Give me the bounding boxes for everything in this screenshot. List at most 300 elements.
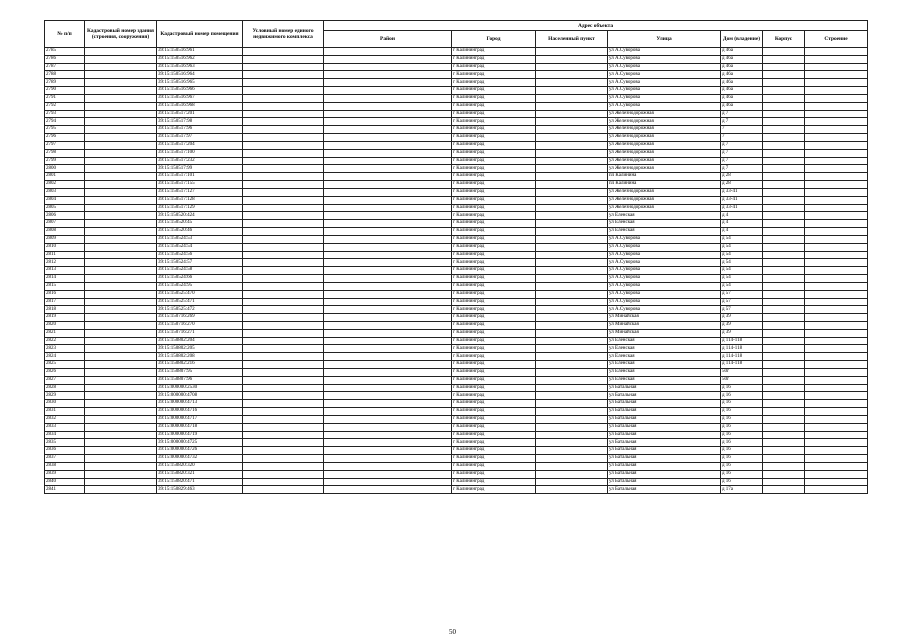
- cell-building: [805, 282, 868, 290]
- cell-district: [324, 55, 452, 63]
- cell-district: [324, 462, 452, 470]
- cell-district: [324, 251, 452, 259]
- cell-room-cadastral: 39:15:150716:271: [157, 329, 243, 337]
- table-row: [45, 439, 868, 447]
- cell-district: [324, 63, 452, 71]
- cell-city: г Калининград: [452, 439, 536, 447]
- cell-house: д 17а: [721, 486, 763, 494]
- cell-korpus: [763, 157, 805, 165]
- cell-house: д 33-41: [721, 204, 763, 212]
- cell-num: 2803: [45, 188, 85, 196]
- cell-settlement: [536, 290, 608, 298]
- cell-korpus: [763, 321, 805, 329]
- cell-city: г Калининград: [452, 48, 536, 56]
- cell-settlement: [536, 149, 608, 157]
- cell-district: [324, 282, 452, 290]
- cell-district: [324, 48, 452, 56]
- cell-complex-number: [243, 204, 324, 212]
- cell-settlement: [536, 415, 608, 423]
- cell-street: ул Еленская: [608, 376, 721, 384]
- cell-complex-number: [243, 392, 324, 400]
- table-row: [45, 181, 868, 189]
- table-row: [45, 415, 868, 423]
- cell-building: [805, 55, 868, 63]
- cell-street: ул А.Суворова: [608, 55, 721, 63]
- cell-city: г Калининград: [452, 384, 536, 392]
- cell-room-cadastral: 39:15:150820:321: [157, 470, 243, 478]
- cell-district: [324, 298, 452, 306]
- cell-building-cadastral: [85, 196, 157, 204]
- cell-city: г Калининград: [452, 431, 536, 439]
- cell-house: 7: [721, 134, 763, 142]
- cell-settlement: [536, 102, 608, 110]
- cell-district: [324, 321, 452, 329]
- cell-num: 2810: [45, 243, 85, 251]
- cell-house: д 46а: [721, 79, 763, 87]
- cell-street: ул Еленская: [608, 345, 721, 353]
- cell-district: [324, 212, 452, 220]
- table-row: [45, 267, 868, 275]
- cell-building-cadastral: [85, 314, 157, 322]
- cell-complex-number: [243, 470, 324, 478]
- cell-building-cadastral: [85, 165, 157, 173]
- cell-house: 50г: [721, 376, 763, 384]
- cell-settlement: [536, 212, 608, 220]
- table-row: [45, 353, 868, 361]
- table-row: [45, 79, 868, 87]
- cell-room-cadastral: 39:15:150516:962: [157, 55, 243, 63]
- table-row: [45, 431, 868, 439]
- cell-settlement: [536, 87, 608, 95]
- cell-city: г Калининград: [452, 455, 536, 463]
- cell-complex-number: [243, 102, 324, 110]
- cell-building: [805, 126, 868, 134]
- cell-house: д 16: [721, 423, 763, 431]
- cell-settlement: [536, 345, 608, 353]
- cell-num: 2790: [45, 87, 85, 95]
- cell-korpus: [763, 55, 805, 63]
- cell-num: 2812: [45, 259, 85, 267]
- cell-building: [805, 71, 868, 79]
- table-row: [45, 408, 868, 416]
- cell-district: [324, 79, 452, 87]
- cell-num: 2785: [45, 48, 85, 56]
- cell-num: 2804: [45, 196, 85, 204]
- cell-num: 2816: [45, 290, 85, 298]
- cell-house: д 39: [721, 314, 763, 322]
- cell-settlement: [536, 94, 608, 102]
- cell-num: 2800: [45, 165, 85, 173]
- cell-settlement: [536, 423, 608, 431]
- cell-settlement: [536, 478, 608, 486]
- cell-complex-number: [243, 79, 324, 87]
- cell-building: [805, 235, 868, 243]
- cell-city: г Калининград: [452, 87, 536, 95]
- cell-building: [805, 353, 868, 361]
- cell-house: д 28: [721, 181, 763, 189]
- cell-num: 2815: [45, 282, 85, 290]
- cell-num: 2787: [45, 63, 85, 71]
- cell-building: [805, 110, 868, 118]
- cell-complex-number: [243, 455, 324, 463]
- cell-settlement: [536, 267, 608, 275]
- cell-complex-number: [243, 415, 324, 423]
- cell-street: ул А.Суворова: [608, 251, 721, 259]
- cell-city: г Калининград: [452, 102, 536, 110]
- cell-building-cadastral: [85, 353, 157, 361]
- table-row: [45, 478, 868, 486]
- cell-street: ул А.Суворова: [608, 243, 721, 251]
- cell-street: ул Батальная: [608, 470, 721, 478]
- cell-building-cadastral: [85, 102, 157, 110]
- cell-building: [805, 415, 868, 423]
- cell-district: [324, 196, 452, 204]
- cell-house: д 7: [721, 141, 763, 149]
- cell-district: [324, 431, 452, 439]
- cell-num: 2792: [45, 102, 85, 110]
- cell-building-cadastral: [85, 275, 157, 283]
- cell-settlement: [536, 141, 608, 149]
- cell-city: г Калининград: [452, 415, 536, 423]
- cell-korpus: [763, 188, 805, 196]
- cell-room-cadastral: 39:15:150516:963: [157, 63, 243, 71]
- cell-num: 2801: [45, 173, 85, 181]
- cell-street: ул А.Суворова: [608, 298, 721, 306]
- table-row: [45, 321, 868, 329]
- cell-building: [805, 165, 868, 173]
- cell-settlement: [536, 321, 608, 329]
- cell-settlement: [536, 165, 608, 173]
- cell-building-cadastral: [85, 415, 157, 423]
- cell-building: [805, 204, 868, 212]
- table-row: [45, 173, 868, 181]
- cell-num: 2802: [45, 181, 85, 189]
- cell-district: [324, 220, 452, 228]
- cell-house: д 54: [721, 275, 763, 283]
- cell-building-cadastral: [85, 212, 157, 220]
- cell-korpus: [763, 165, 805, 173]
- table-row: [45, 212, 868, 220]
- cell-district: [324, 141, 452, 149]
- header-num: № п/п: [45, 21, 85, 48]
- cell-building: [805, 455, 868, 463]
- cell-city: г Калининград: [452, 478, 536, 486]
- cell-street: ул А.Суворова: [608, 259, 721, 267]
- table-row: [45, 376, 868, 384]
- cell-complex-number: [243, 110, 324, 118]
- cell-building: [805, 376, 868, 384]
- table-row: [45, 329, 868, 337]
- cell-room-cadastral: 39:15:150517:129: [157, 204, 243, 212]
- cell-num: 2835: [45, 439, 85, 447]
- cell-settlement: [536, 63, 608, 71]
- table-row: [45, 149, 868, 157]
- cell-num: 2811: [45, 251, 85, 259]
- table-row: [45, 345, 868, 353]
- cell-building-cadastral: [85, 337, 157, 345]
- cell-settlement: [536, 71, 608, 79]
- cell-district: [324, 392, 452, 400]
- cell-complex-number: [243, 361, 324, 369]
- cell-street: ул А.Суворова: [608, 71, 721, 79]
- cell-city: г Калининград: [452, 470, 536, 478]
- cell-num: 2793: [45, 110, 85, 118]
- cell-house: д 16: [721, 384, 763, 392]
- cell-room-cadastral: 39:15:000000:4713: [157, 400, 243, 408]
- cell-street: пл Калинина: [608, 173, 721, 181]
- cell-settlement: [536, 48, 608, 56]
- cell-house: д 7: [721, 157, 763, 165]
- cell-city: г Калининград: [452, 204, 536, 212]
- cell-room-cadastral: 39:15:000000:2530: [157, 384, 243, 392]
- cell-house: д 39: [721, 329, 763, 337]
- cell-city: г Калининград: [452, 282, 536, 290]
- cell-korpus: [763, 329, 805, 337]
- cell-num: 2831: [45, 408, 85, 416]
- cell-building-cadastral: [85, 267, 157, 275]
- cell-settlement: [536, 243, 608, 251]
- cell-house: д 114-118: [721, 361, 763, 369]
- cell-complex-number: [243, 141, 324, 149]
- cell-building-cadastral: [85, 126, 157, 134]
- cell-num: 2786: [45, 55, 85, 63]
- cell-building: [805, 157, 868, 165]
- cell-building: [805, 267, 868, 275]
- cell-korpus: [763, 282, 805, 290]
- cell-complex-number: [243, 431, 324, 439]
- cell-building-cadastral: [85, 478, 157, 486]
- cell-korpus: [763, 204, 805, 212]
- cell-building-cadastral: [85, 141, 157, 149]
- cell-building-cadastral: [85, 306, 157, 314]
- cell-room-cadastral: 39:15:150517:100: [157, 149, 243, 157]
- cell-house: д 16: [721, 439, 763, 447]
- cell-room-cadastral: 39:15:150820:320: [157, 462, 243, 470]
- cell-city: г Калининград: [452, 181, 536, 189]
- cell-building: [805, 478, 868, 486]
- cell-district: [324, 118, 452, 126]
- cell-korpus: [763, 298, 805, 306]
- cell-street: ул А.Суворова: [608, 94, 721, 102]
- cell-building-cadastral: [85, 384, 157, 392]
- cell-building-cadastral: [85, 63, 157, 71]
- cell-street: ул Батальная: [608, 486, 721, 494]
- cell-settlement: [536, 376, 608, 384]
- cell-num: 2818: [45, 306, 85, 314]
- cell-korpus: [763, 408, 805, 416]
- cell-num: 2817: [45, 298, 85, 306]
- cell-settlement: [536, 173, 608, 181]
- table-row: [45, 134, 868, 142]
- cell-district: [324, 400, 452, 408]
- cell-building-cadastral: [85, 220, 157, 228]
- cell-complex-number: [243, 275, 324, 283]
- cell-complex-number: [243, 353, 324, 361]
- cell-street: ул Батальная: [608, 447, 721, 455]
- cell-building: [805, 87, 868, 95]
- cell-building: [805, 368, 868, 376]
- cell-street: ул Батальная: [608, 423, 721, 431]
- cell-house: д 114-118: [721, 337, 763, 345]
- cell-room-cadastral: 39:15:150829:463: [157, 486, 243, 494]
- cell-district: [324, 415, 452, 423]
- table-row: [45, 337, 868, 345]
- cell-building-cadastral: [85, 188, 157, 196]
- cell-settlement: [536, 337, 608, 345]
- cell-korpus: [763, 392, 805, 400]
- cell-street: ул А.Суворова: [608, 87, 721, 95]
- cell-street: ул Железнодорожная: [608, 141, 721, 149]
- cell-room-cadastral: 39:15:150517:201: [157, 110, 243, 118]
- cell-room-cadastral: 39:15:150802:208: [157, 353, 243, 361]
- cell-korpus: [763, 102, 805, 110]
- cell-settlement: [536, 298, 608, 306]
- cell-city: г Калининград: [452, 400, 536, 408]
- cell-num: 2789: [45, 79, 85, 87]
- cell-building-cadastral: [85, 298, 157, 306]
- cell-complex-number: [243, 329, 324, 337]
- cell-complex-number: [243, 439, 324, 447]
- cell-house: д 46а: [721, 87, 763, 95]
- cell-settlement: [536, 439, 608, 447]
- cell-street: ул Еленская: [608, 368, 721, 376]
- cell-building-cadastral: [85, 439, 157, 447]
- cell-num: 2791: [45, 94, 85, 102]
- cell-building: [805, 220, 868, 228]
- cell-room-cadastral: 39:15:150517:97: [157, 134, 243, 142]
- header-street: Улица: [608, 31, 721, 48]
- cell-complex-number: [243, 478, 324, 486]
- cell-num: 2788: [45, 71, 85, 79]
- cell-room-cadastral: 39:15:000000:4725: [157, 439, 243, 447]
- cell-house: д 16: [721, 392, 763, 400]
- cell-city: г Калининград: [452, 423, 536, 431]
- cell-city: г Калининград: [452, 267, 536, 275]
- cell-street: ул Батальная: [608, 408, 721, 416]
- cell-city: г Калининград: [452, 486, 536, 494]
- cell-building-cadastral: [85, 71, 157, 79]
- cell-num: 2823: [45, 345, 85, 353]
- document-sheet: [44, 20, 867, 494]
- cell-korpus: [763, 63, 805, 71]
- cell-house: д 4: [721, 212, 763, 220]
- cell-room-cadastral: 39:15:150524:57: [157, 259, 243, 267]
- cell-complex-number: [243, 384, 324, 392]
- cell-num: 2836: [45, 447, 85, 455]
- cell-korpus: [763, 478, 805, 486]
- cell-num: 2837: [45, 455, 85, 463]
- cell-korpus: [763, 118, 805, 126]
- cell-building-cadastral: [85, 55, 157, 63]
- cell-building-cadastral: [85, 368, 157, 376]
- cell-street: ул Батальная: [608, 415, 721, 423]
- cell-house: д 114-118: [721, 345, 763, 353]
- cell-city: г Калининград: [452, 251, 536, 259]
- cell-complex-number: [243, 188, 324, 196]
- header-address-group: Адрес объекта: [324, 21, 868, 31]
- table-row: [45, 188, 868, 196]
- cell-num: 2827: [45, 376, 85, 384]
- cell-street: ул А.Суворова: [608, 267, 721, 275]
- cell-settlement: [536, 235, 608, 243]
- cell-building-cadastral: [85, 486, 157, 494]
- cell-building: [805, 48, 868, 56]
- cell-city: г Калининград: [452, 243, 536, 251]
- cell-complex-number: [243, 157, 324, 165]
- cell-korpus: [763, 235, 805, 243]
- cell-street: ул Железнодорожная: [608, 204, 721, 212]
- cell-complex-number: [243, 87, 324, 95]
- cell-room-cadastral: 39:15:150807:95: [157, 368, 243, 376]
- cell-building: [805, 321, 868, 329]
- table-row: [45, 282, 868, 290]
- cell-street: ул А.Суворова: [608, 102, 721, 110]
- cell-building-cadastral: [85, 259, 157, 267]
- cell-city: г Калининград: [452, 196, 536, 204]
- cell-street: ул Еленская: [608, 361, 721, 369]
- cell-house: д 54: [721, 251, 763, 259]
- cell-room-cadastral: 39:15:150716:269: [157, 314, 243, 322]
- cell-district: [324, 447, 452, 455]
- cell-complex-number: [243, 228, 324, 236]
- cell-street: ул Батальная: [608, 392, 721, 400]
- cell-room-cadastral: 39:15:150524:58: [157, 267, 243, 275]
- cell-district: [324, 368, 452, 376]
- cell-room-cadastral: 39:15:150802:216: [157, 361, 243, 369]
- cell-building-cadastral: [85, 204, 157, 212]
- header-complex-number: Условный номер единого недвижимого комплекса: [243, 21, 324, 48]
- cell-building: [805, 392, 868, 400]
- cell-num: 2806: [45, 212, 85, 220]
- cell-num: 2824: [45, 353, 85, 361]
- cell-korpus: [763, 79, 805, 87]
- cell-house: д 28: [721, 173, 763, 181]
- cell-building-cadastral: [85, 282, 157, 290]
- cell-building-cadastral: [85, 118, 157, 126]
- table-row: [45, 306, 868, 314]
- cell-complex-number: [243, 181, 324, 189]
- cell-district: [324, 157, 452, 165]
- cell-settlement: [536, 400, 608, 408]
- cell-complex-number: [243, 71, 324, 79]
- cell-building-cadastral: [85, 290, 157, 298]
- cell-complex-number: [243, 408, 324, 416]
- cell-street: ул Железнодорожная: [608, 188, 721, 196]
- cell-complex-number: [243, 173, 324, 181]
- cell-district: [324, 361, 452, 369]
- cell-complex-number: [243, 282, 324, 290]
- cell-district: [324, 478, 452, 486]
- cell-street: пл Калинина: [608, 181, 721, 189]
- cell-building-cadastral: [85, 392, 157, 400]
- cell-complex-number: [243, 368, 324, 376]
- cell-house: д 7: [721, 118, 763, 126]
- cell-settlement: [536, 282, 608, 290]
- cell-city: г Калининград: [452, 157, 536, 165]
- cell-city: г Калининград: [452, 462, 536, 470]
- cell-korpus: [763, 486, 805, 494]
- cell-city: г Калининград: [452, 290, 536, 298]
- cell-room-cadastral: 39:15:000000:4717: [157, 415, 243, 423]
- cell-building: [805, 408, 868, 416]
- cell-house: д 16: [721, 408, 763, 416]
- cell-street: ул Батальная: [608, 431, 721, 439]
- cell-district: [324, 235, 452, 243]
- cell-num: 2799: [45, 157, 85, 165]
- cell-city: г Калининград: [452, 392, 536, 400]
- cell-room-cadastral: 39:15:150802:204: [157, 337, 243, 345]
- cell-street: ул Батальная: [608, 400, 721, 408]
